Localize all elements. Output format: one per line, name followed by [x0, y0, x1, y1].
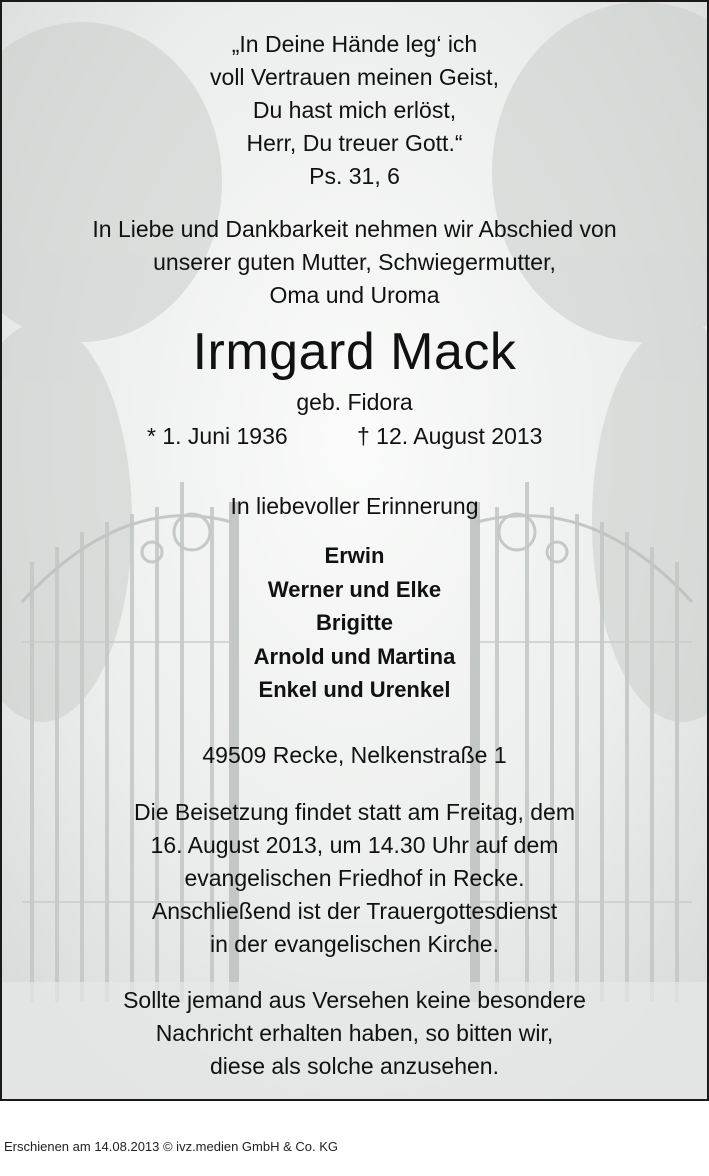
maiden-name: geb. Fidora: [296, 389, 413, 415]
birth-date: * 1. Juni 1936: [147, 423, 288, 449]
remembrance-heading: In liebevoller Erinnerung: [230, 493, 479, 519]
death-date: † 12. August 2013: [357, 423, 543, 449]
mourner-1: Erwin: [324, 543, 385, 568]
funeral-line-3: evangelischen Friedhof in Recke.: [184, 865, 525, 891]
funeral-line-2: 16. August 2013, um 14.30 Uhr auf dem: [150, 832, 559, 858]
verse-reference: Ps. 31, 6: [309, 163, 400, 189]
funeral-line-1: Die Beisetzung findet statt am Freitag, dem: [133, 799, 576, 825]
verse-line-2: voll Vertrauen meinen Geist,: [210, 64, 499, 90]
funeral-line-4: Anschließend ist der Trauergottesdienst: [151, 898, 558, 924]
intro-line-1: In Liebe und Dankbarkeit nehmen wir Abschied von: [92, 216, 617, 242]
intro-line-3: Oma und Uroma: [269, 282, 440, 308]
life-dates: [2, 423, 707, 453]
funeral-line-5: in der evangelischen Kirche.: [210, 931, 499, 957]
mourner-2: Werner und Elke: [267, 577, 442, 602]
notice-line-2: Nachricht erhalten haben, so bitten wir,: [155, 1020, 554, 1046]
notice-line-3: diese als solche anzusehen.: [210, 1053, 499, 1079]
mourner-4: Arnold und Martina: [253, 644, 456, 669]
verse-line-1: „In Deine Hände leg‘ ich: [231, 31, 478, 57]
verse-line-3: Du hast mich erlöst,: [252, 97, 457, 123]
intro-line-2: unserer guten Mutter, Schwiegermutter,: [153, 249, 556, 275]
mourner-3: Brigitte: [316, 610, 393, 635]
publication-footer: Erschienen am 14.08.2013 © ivz.medien GmbH & Co. KG: [4, 1139, 339, 1154]
mourner-5: Enkel und Urenkel: [258, 677, 451, 702]
notice-line-1: Sollte jemand aus Versehen keine besondere: [123, 987, 586, 1013]
address: 49509 Recke, Nelkenstraße 1: [202, 742, 507, 768]
deceased-name: Irmgard Mack: [192, 323, 517, 381]
verse-line-4: Herr, Du treuer Gott.“: [246, 130, 463, 156]
